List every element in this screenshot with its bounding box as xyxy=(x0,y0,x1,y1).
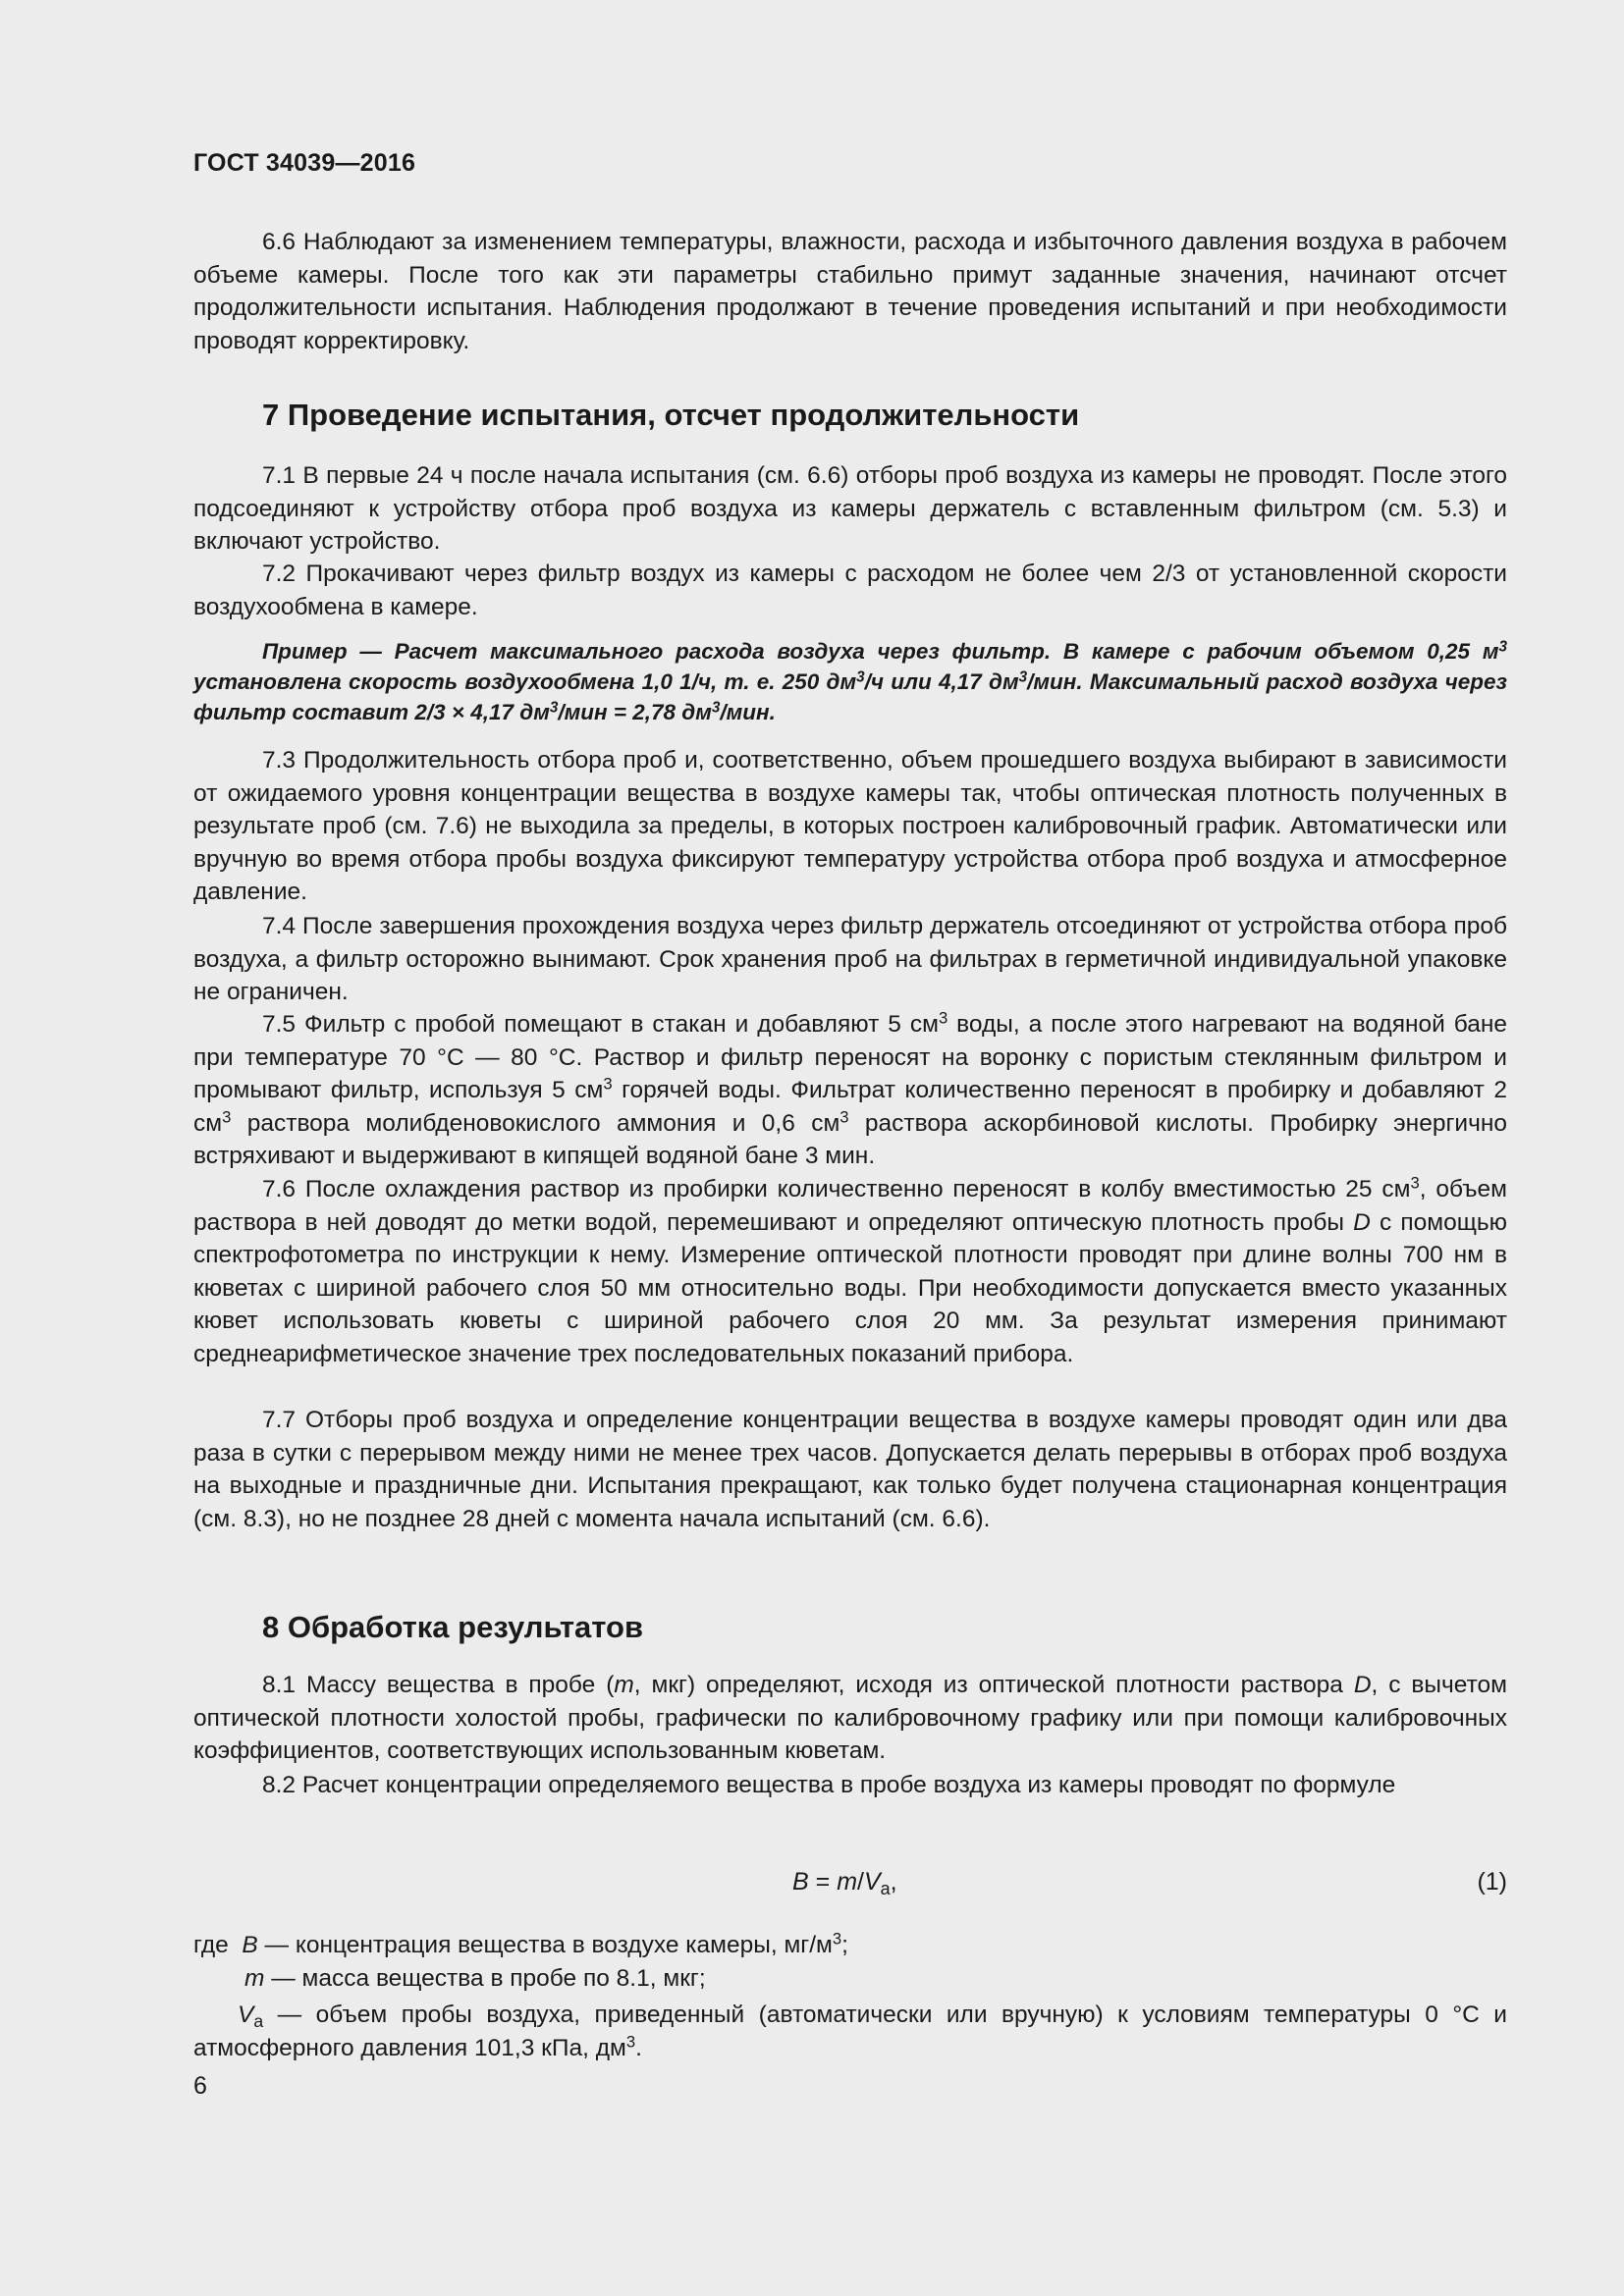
section-8-title: 8 Обработка результатов xyxy=(262,1610,644,1644)
paragraph-8-1: 8.1 Массу вещества в пробе (m, мкг) определяют, исходя из оптической плотности раствора D, с вычетом оптической плотности холостой пробы, графически по калибровочному графику или при помощи калибровочных коэффициентов, соответствующих использованным кюветам. xyxy=(193,1672,1507,1765)
where-v-line: $V_а$ — объем пробы воздуха, приведенный (автоматически или вручную) к условиям температуры 0 °С и атмосферного давления 101,3 кПа, $дм^3$. xyxy=(193,2002,1507,2061)
page-number: 6 xyxy=(193,2072,207,2100)
paragraph-6-6: 6.6 Наблюдают за изменением температуры, влажности, расхода и избыточного давления воздуха в рабочем объеме камеры. После того как эти параметры стабильно примут заданные значения, начинают отсчет продолжительности испытания. Наблюдения продолжают в течение проведения испытаний и при необходимости проводят корректировку. xyxy=(193,229,1507,354)
paragraph-7-6: 7.6 После охлаждения раствор из пробирки количественно переносят в колбу вместимостью 25 $см^3$, объем раствора в ней доводят до метки водой, перемешивают и определяют оптическую плотность пробы D с помощью спектрофотометра по инструкции к нему. Измерение оптической плотности проводят при длине волны 700 нм в кюветах с шириной рабочего слоя 50 мм относительно воды. При необходимости допускается вместо указанных кювет использовать кюветы с шириной рабочего слоя 20 мм. За результат измерения принимают среднеарифметическое значение трех последовательных показаний прибора. xyxy=(193,1173,1507,1367)
paragraph-7-7: 7.7 Отборы проб воздуха и определение концентрации вещества в воздухе камеры проводят один или два раза в сутки с перерывом между ними не менее трех часов. Допускается делать перерывы в отборах проб воздуха на выходные и праздничные дни. Испытания прекращают, как только будет получена стационарная концентрация (см. 8.3), но не позднее 28 дней с момента начала испытаний (см. 6.6). xyxy=(193,1407,1507,1532)
paragraph-7-1: 7.1 В первые 24 ч после начала испытания (см. 6.6) отборы проб воздуха из камеры не проводят. После этого подсоединяют к устройству отбора проб воздуха из камеры держатель с вставленным фильтром (см. 5.3) и включают устройство. xyxy=(193,462,1507,556)
where-m-line: m — масса вещества в пробе по 8.1, мкг; xyxy=(244,1965,706,1992)
paragraph-7-5: 7.5 Фильтр с пробой помещают в стакан и добавляют 5 $см^3$ воды, а после этого нагревают на водяной бане при температуре 70 °С — 80 °С. Раствор и фильтр переносят на воронку с пористым стеклянным фильтром и промывают фильтр, используя 5 $см^3$ горячей воды. Фильтрат количественно переносят в пробирку и добавляют 2 $см^3$ раствора молибденовокислого аммония и 0,6 $см^3$ раствора аскорбиновой кислоты. Пробирку энергично встряхивают и выдерживают в кипящей водяной бане 3 мин. xyxy=(193,1008,1507,1170)
example-note: Пример — Расчет максимального расхода воздуха через фильтр. В камере с рабочим объемом 0,25 $м^3$ установлена скорость воздухообмена 1,0 1/ч, т. е. 250 $дм^3/ч$ или 4,17 $дм^3$/мин. Максимальный расход воздуха через фильтр составит 2/3 × 4,17 $дм^3$/мин = 2,78 $дм^3$/мин. xyxy=(193,638,1508,724)
document-header: ГОСТ 34039—2016 xyxy=(193,149,416,177)
where-b-line: где B — концентрация вещества в воздухе камеры, $мг/м^3$; xyxy=(193,1929,848,1958)
formula-number: (1) xyxy=(1477,1868,1507,1896)
paragraph-7-2: 7.2 Прокачивают через фильтр воздух из камеры с расходом не более чем 2/3 от установленной скорости воздухообмена в камере. xyxy=(193,561,1507,620)
formula-expression: $B = m/V_а$, xyxy=(792,1868,897,1899)
paragraph-7-3: 7.3 Продолжительность отбора проб и, соответственно, объем прошедшего воздуха выбирают в зависимости от ожидаемого уровня концентрации вещества в воздухе камеры так, чтобы оптическая плотность полученных в результате проб (см. 7.6) не выходила за пределы, в которых построен калибровочный график. Автоматически или вручную во время отбора пробы воздуха фиксируют температуру устройства отбора проб воздуха и атмосферное давление. xyxy=(193,747,1507,906)
paragraph-8-2: 8.2 Расчет концентрации определяемого вещества в пробе воздуха из камеры проводят по формуле xyxy=(262,1772,1396,1798)
paragraph-7-4: 7.4 После завершения прохождения воздуха через фильтр держатель отсоединяют от устройства отбора проб воздуха, а фильтр осторожно вынимают. Срок хранения проб на фильтрах в герметичной индивидуальной упаковке не ограничен. xyxy=(193,913,1507,1006)
section-7-title: 7 Проведение испытания, отсчет продолжительности xyxy=(262,398,1080,432)
